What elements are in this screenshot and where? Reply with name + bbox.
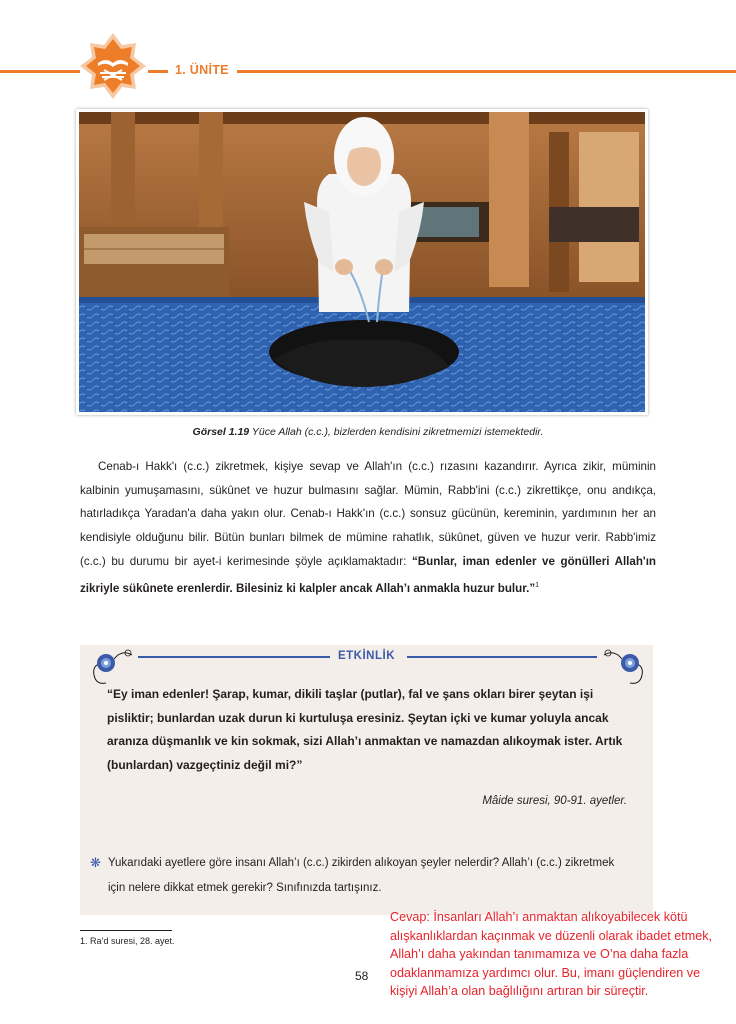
bullet-flower-icon: ❋: [90, 855, 101, 870]
activity-source: Mâide suresi, 90-91. ayetler.: [482, 795, 627, 807]
body-text-plain: Cenab-ı Hakk'ı (c.c.) zikretmek, kişiye sevap ve Allah'ın (c.c.) rızasını kazandırır. Ayrıca zikir, müminin kalbinin yumuşamasını, sükûnet ve huzur bulmasını sağlar. Mümin, Rabb'ini (c.c.) zikrettikçe, onu andıkça, hatırladıkça Yaradan'a daha yakın olur. Cenab-ı Hakk'ın (c.c.) sonsuz gücünün, kereminin, yardımının her an kendisiyle olduğunu bilir. Bütün bunları bilmek de mümine rahatlık, sükûnet, güven ve huzur verir. Rabb'imiz (c.c.) bu durumu bir ayet-i kerimesinde şöyle açıklamaktadır:: [80, 460, 656, 568]
figure-caption: [0, 426, 736, 438]
header-rule-middle: [148, 70, 168, 73]
footnote-ref: 1: [535, 581, 540, 589]
activity-question: [90, 851, 630, 900]
activity-title: ETKİNLİK: [337, 650, 396, 662]
header-rule-left: [0, 70, 80, 73]
caption-label: Görsel 1.19: [192, 426, 250, 438]
page-number: 58: [355, 969, 369, 983]
caption-text: Yüce Allah (c.c.), bizlerden kendisini zikretmemizi istemektedir.: [249, 426, 544, 438]
mosque-photo: [79, 112, 645, 412]
footnote-rule: [80, 930, 172, 931]
unit-label: 1. ÜNİTE: [175, 63, 229, 77]
figure-photo: [76, 109, 648, 415]
footnote: 1. Ra’d suresi, 28. ayet.: [80, 936, 175, 946]
answer-text: Cevap: İnsanları Allah’ı anmaktan alıkoyabilecek kötü alışkanlıklardan kaçınmak ve düzenli olarak ibadet etmek, Allah’ı daha yakından tanımamıza ve O’na daha fazla odaklanmamıza yardımcı olur. Bu, imanı güçlendiren ve kişiyi Allah’a olan bağlılığını artıran bir süreçtir.: [390, 910, 713, 999]
activity-question-text: Yukarıdaki ayetlere göre insanı Allah’ı (c.c.) zikirden alıkoyan şeyler nelerdir? Allah’ı (c.c.) zikretmek için nelere dikkat etmek gerekir? Sınıfınızda tartışınız.: [108, 857, 615, 894]
activity-box: [80, 645, 653, 915]
activity-rule-right: [407, 656, 597, 658]
quran-star-icon: [80, 33, 146, 99]
body-paragraph: [80, 455, 656, 600]
body-text-quote: “Bunlar, iman edenler ve gönülleri Allah'ın zikriyle sükûnete erenlerdir. Bilesiniz ki kalpler ancak Allah’ı anmakla huzur bulur.”: [80, 554, 656, 595]
activity-quote: “Ey iman edenler! Şarap, kumar, dikili taşlar (putlar), fal ve şans okları birer şeytan işi pisliktir; bunlardan uzak durun ki kurtuluşa eresiniz. Şeytan içki ve kumar yoluyla ancak aranıza düşmanlık ve kin sokmak, sizi Allah’ı anmaktan ve namazdan alıkoymak ister. Artık (bunlardan) vazgeçtiniz değil mi?”: [107, 687, 623, 773]
header-rule-right: [237, 70, 736, 73]
